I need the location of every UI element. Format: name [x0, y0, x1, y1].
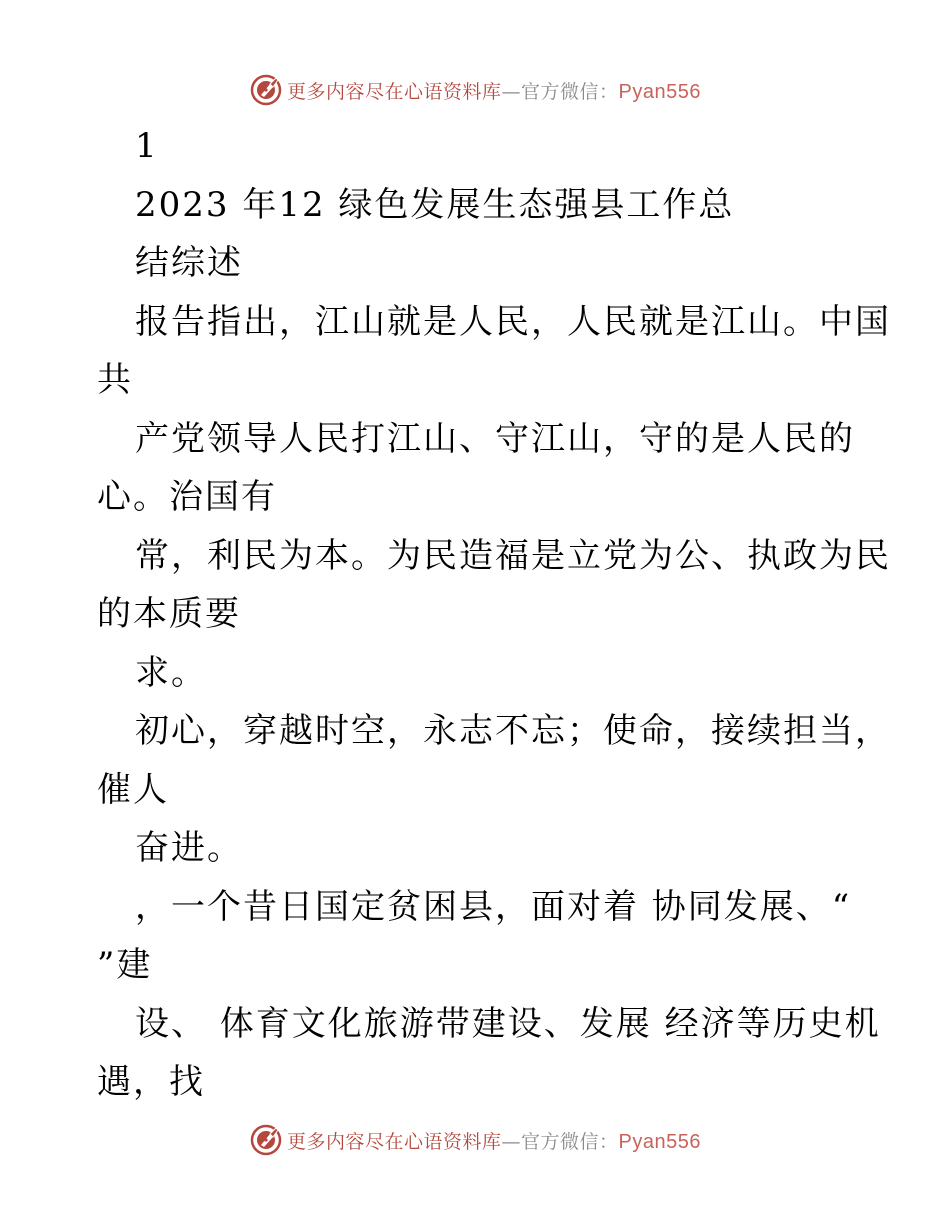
paragraph-line: 催人 [97, 770, 169, 810]
watermark-sub-text: 官方微信： [521, 80, 619, 103]
watermark-header [0, 70, 950, 110]
paragraph-line: 设、 体育文化旅游带建设、发展 经济等历史机 [135, 1004, 881, 1044]
watermark-sub-text: 官方微信： [521, 1130, 619, 1153]
pen-nib-seal-icon [249, 1123, 283, 1157]
watermark-separator: — [501, 1130, 522, 1153]
paragraph-line: 初心，穿越时空，永志不忘；使命，接续担当， [135, 711, 891, 751]
paragraph-line: 心。治国有 [97, 477, 277, 517]
watermark-footer [0, 1120, 950, 1160]
paragraph-line: 常，利民为本。为民造福是立党为公、执政为民 [135, 536, 891, 576]
paragraph-line: ”建 [97, 945, 153, 985]
watermark-wechat-id: Pyan556 [618, 80, 701, 103]
paragraph-line: 报告指出，江山就是人民，人民就是江山。中国 [135, 302, 891, 342]
watermark-main-text: 更多内容尽在心语资料库 [287, 80, 502, 103]
paragraph-line: 奋进。 [135, 828, 243, 868]
page-number: 1 [135, 126, 159, 166]
paragraph-line: 遇，找 [97, 1062, 205, 1102]
pen-nib-seal-icon [249, 73, 283, 107]
document-title-line-1: 2023 年12 绿色发展生态强县工作总 [135, 185, 735, 225]
paragraph-line: 产党领导人民打江山、守江山，守的是人民的 [135, 419, 855, 459]
paragraph-line: 的本质要 [97, 594, 241, 634]
watermark-separator: — [501, 80, 522, 103]
paragraph-line: 共 [97, 360, 133, 400]
document-title-line-2: 结综述 [135, 243, 243, 283]
watermark-wechat-id: Pyan556 [618, 1130, 701, 1153]
paragraph-line: ，一个昔日国定贫困县，面对着 协同发展、“ [135, 887, 852, 927]
watermark-main-text: 更多内容尽在心语资料库 [287, 1130, 502, 1153]
paragraph-line: 求。 [135, 653, 207, 693]
